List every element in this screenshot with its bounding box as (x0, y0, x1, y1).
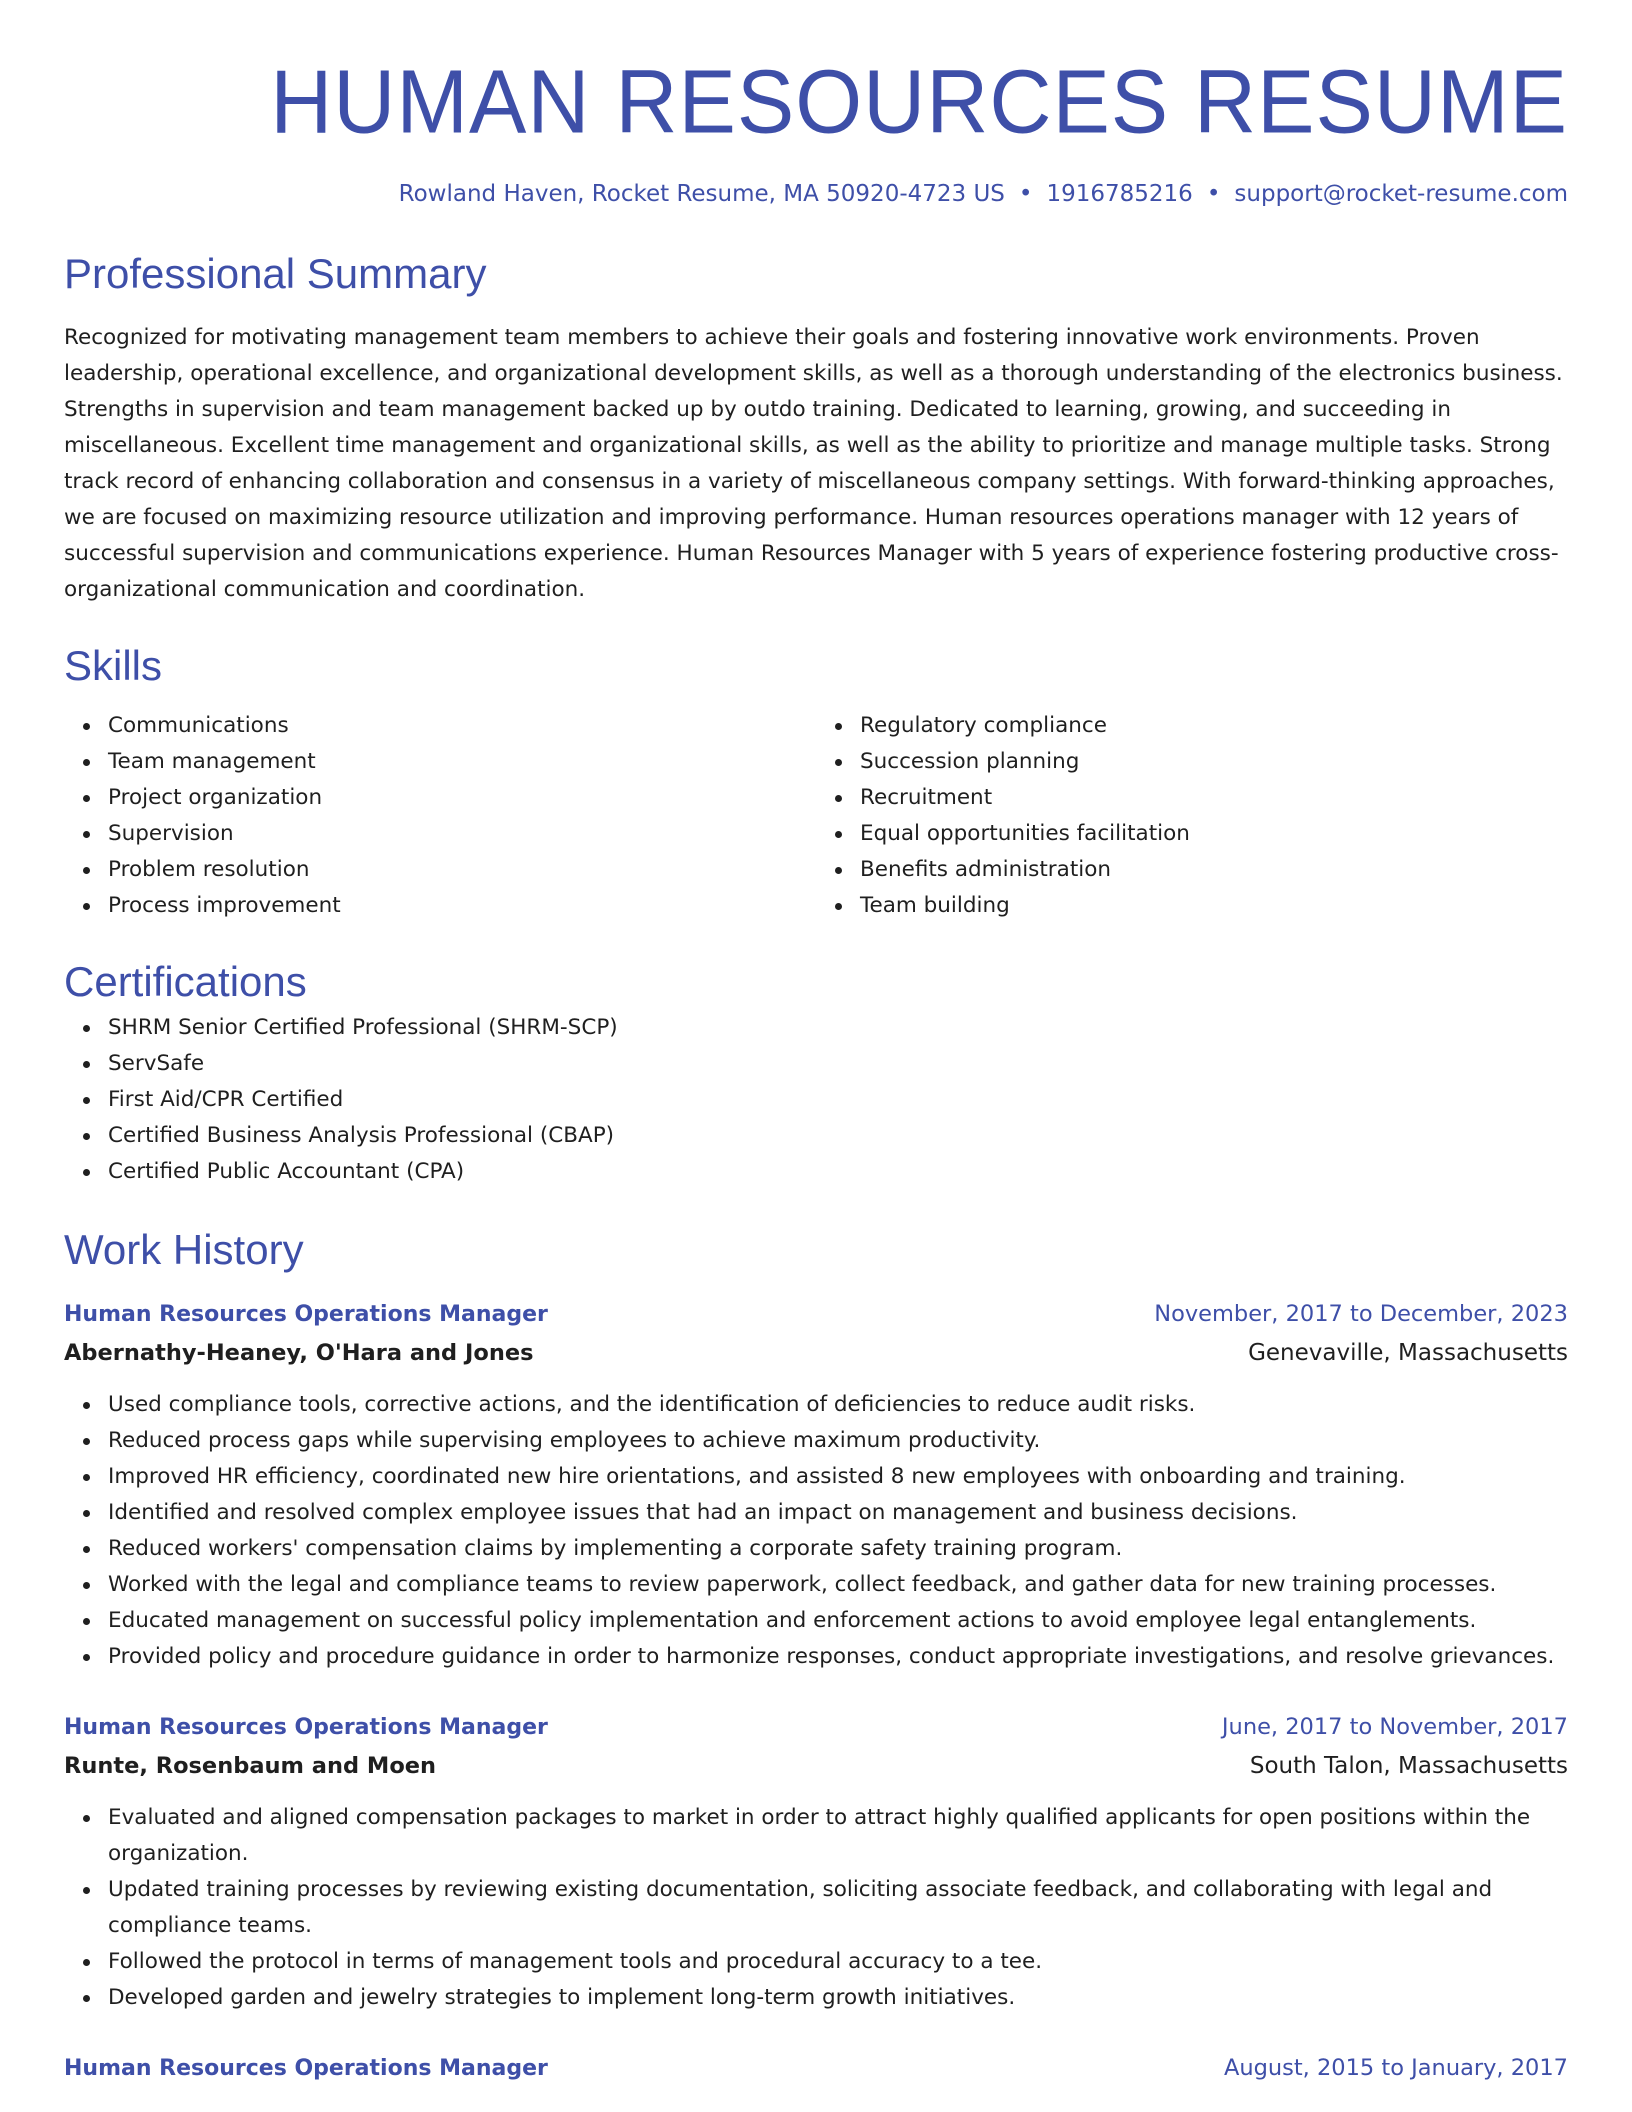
skill-item: Benefits administration (860, 852, 1568, 888)
job-bullets (64, 1387, 1568, 1675)
job-title: Human Resources Operations Manager (64, 1302, 548, 1327)
skills-right-list (816, 708, 1568, 924)
job-bullets (64, 1800, 1568, 2016)
job-bullet: Updated training processes by reviewing existing documentation, soliciting associate feedback, and collaborating with legal and compliance teams. (108, 1872, 1568, 1944)
job-title: Human Resources Operations Manager (64, 2056, 548, 2081)
skill-item: Supervision (108, 816, 816, 852)
job-bullet: Followed the protocol in terms of management tools and procedural accuracy to a tee. (108, 1944, 1568, 1980)
job-bullet: Reduced workers' compensation claims by implementing a corporate safety training program. (108, 1531, 1568, 1567)
summary-text: Recognized for motivating management team members to achieve their goals and fostering innovative work environments. Proven leadership, operational excellence, and organizational development skills, as well as a thorough understanding of the electronics business. Strengths in supervision and team management backed up by outdo training. Dedicated to learning, growing, and succeeding in miscellaneous. Excellent time management and organizational skills, as well as the ability to prioritize and manage multiple tasks. Strong track record of enhancing collaboration and consensus in a variety of miscellaneous company settings. With forward-thinking approaches, we are focused on maximizing resource utilization and improving performance. Human resources operations manager with 12 years of successful supervision and communications experience. Human Resources Manager with 5 years of experience fostering productive cross-organizational communication and coordination. (64, 325, 1563, 602)
job-bullet: Identified and resolved complex employee issues that had an impact on management and business decisions. (108, 1495, 1568, 1531)
job-title-row (64, 2050, 1568, 2087)
skills-columns (64, 708, 1568, 924)
resume-title: HUMAN RESOURCES RESUME (270, 51, 1568, 153)
skill-item: Succession planning (860, 744, 1568, 780)
job-bullet: Developed garden and jewelry strategies to implement long-term growth initiatives. (108, 1980, 1568, 2016)
job-dates: November, 2017 to December, 2023 (1154, 1301, 1568, 1327)
job-location: South Talon, Massachusetts (1249, 1753, 1568, 1779)
skill-item: Recruitment (860, 780, 1568, 816)
resume-page (64, 0, 1568, 2087)
job-company-row (64, 1746, 1568, 1786)
certification-item: Certified Public Accountant (CPA) (108, 1154, 1568, 1190)
contact-email: support@rocket-resume.com (1234, 181, 1568, 207)
job-dates: June, 2017 to November, 2017 (1221, 1714, 1568, 1740)
section-heading-work-history: Work History (64, 1226, 304, 1273)
section-heading-skills: Skills (64, 642, 163, 689)
job-bullet: Used compliance tools, corrective actions, and the identification of deficiencies to reduce audit risks. (108, 1387, 1568, 1423)
skill-item: Project organization (108, 780, 816, 816)
skill-item: Problem resolution (108, 852, 816, 888)
skill-item: Team building (860, 888, 1568, 924)
skill-item: Communications (108, 708, 816, 744)
job-location: Genevaville, Massachusetts (1248, 1340, 1568, 1366)
contact-phone: 1916785216 (1046, 181, 1193, 207)
skill-item: Regulatory compliance (860, 708, 1568, 744)
job-entry (64, 1709, 1568, 2016)
job-entry (64, 2050, 1568, 2087)
certification-item: First Aid/CPR Certified (108, 1082, 1568, 1118)
contact-separator: • (1206, 181, 1221, 207)
section-heading-certifications: Certifications (64, 958, 307, 1005)
job-title-row (64, 1296, 1568, 1333)
certification-item: ServSafe (108, 1046, 1568, 1082)
section-heading-summary: Professional Summary (64, 250, 487, 297)
job-bullet: Evaluated and aligned compensation packages to market in order to attract highly qualified applicants for open positions within the organization. (108, 1800, 1568, 1872)
job-bullet: Worked with the legal and compliance teams to review paperwork, collect feedback, and gather data for new training processes. (108, 1567, 1568, 1603)
certification-item: Certified Business Analysis Professional (CBAP) (108, 1118, 1568, 1154)
job-bullet: Reduced process gaps while supervising employees to achieve maximum productivity. (108, 1423, 1568, 1459)
job-company-row (64, 1333, 1568, 1373)
job-title-row (64, 1709, 1568, 1746)
job-company: Abernathy-Heaney, O'Hara and Jones (64, 1340, 534, 1366)
contact-separator: • (1018, 181, 1033, 207)
job-entry (64, 1296, 1568, 1675)
certification-item: SHRM Senior Certified Professional (SHRM-SCP) (108, 1010, 1568, 1046)
skill-item: Team management (108, 744, 816, 780)
skills-left-list (64, 708, 816, 924)
contact-line (64, 178, 1568, 210)
job-company: Runte, Rosenbaum and Moen (64, 1753, 437, 1779)
job-bullet: Provided policy and procedure guidance in order to harmonize responses, conduct appropriate investigations, and resolve grievances. (108, 1639, 1568, 1675)
job-bullet: Educated management on successful policy implementation and enforcement actions to avoid employee legal entanglements. (108, 1603, 1568, 1639)
contact-address: Rowland Haven, Rocket Resume, MA 50920-4723 US (398, 181, 1005, 207)
certifications-list (64, 1010, 1568, 1190)
job-dates: August, 2015 to January, 2017 (1223, 2055, 1568, 2081)
job-bullet: Improved HR efficiency, coordinated new hire orientations, and assisted 8 new employees with onboarding and training. (108, 1459, 1568, 1495)
job-title: Human Resources Operations Manager (64, 1715, 548, 1740)
skill-item: Process improvement (108, 888, 816, 924)
skill-item: Equal opportunities facilitation (860, 816, 1568, 852)
